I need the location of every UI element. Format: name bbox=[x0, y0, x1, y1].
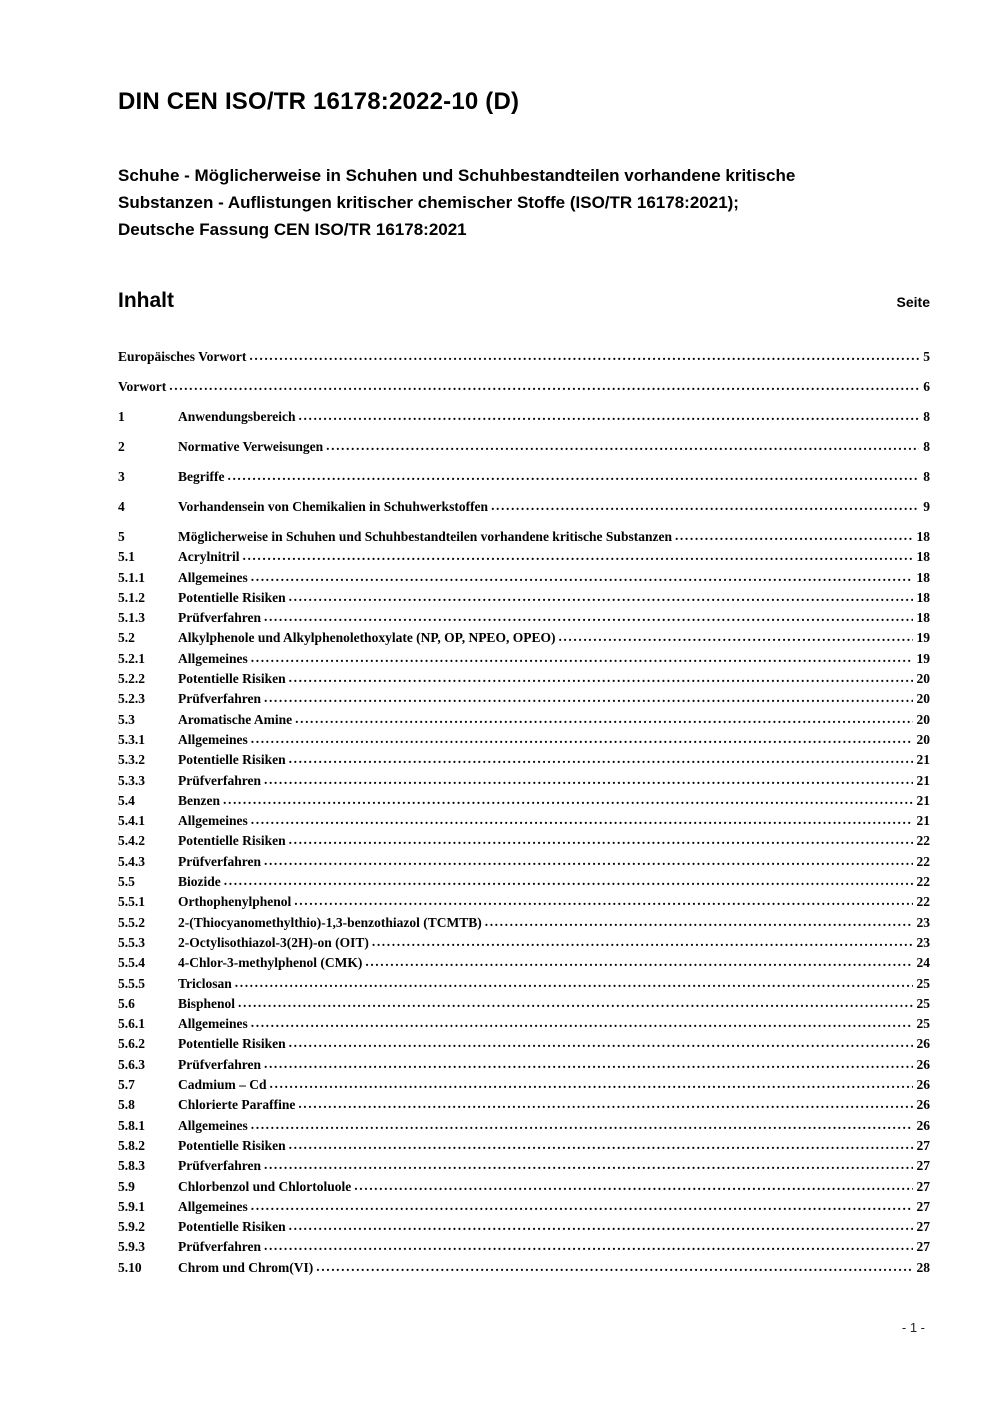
dot-leader bbox=[224, 871, 913, 890]
toc-entry-number: 2 bbox=[118, 439, 125, 454]
toc-entry-page: 26 bbox=[916, 1097, 930, 1113]
toc-entry bbox=[118, 628, 930, 647]
toc-entry-page: 20 bbox=[916, 711, 930, 727]
toc-entry-page: 27 bbox=[916, 1239, 930, 1255]
dot-leader bbox=[249, 346, 919, 365]
dot-leader bbox=[251, 1196, 913, 1215]
toc-entry-page: 19 bbox=[916, 650, 930, 666]
toc-entry-label: Potentielle Risiken bbox=[178, 589, 286, 605]
dot-leader bbox=[289, 587, 913, 606]
dot-leader bbox=[264, 688, 913, 707]
toc-entry-page: 27 bbox=[916, 1158, 930, 1174]
toc-entry-number: 3 bbox=[118, 469, 125, 484]
toc-entry bbox=[118, 347, 930, 366]
document-page bbox=[118, 0, 930, 1277]
toc-entry bbox=[118, 994, 930, 1013]
toc-entry-number: 5.1.2 bbox=[118, 589, 145, 605]
toc-entry-page: 27 bbox=[916, 1137, 930, 1153]
dot-leader bbox=[294, 891, 912, 910]
toc-entry-page: 20 bbox=[916, 691, 930, 707]
toc-entry bbox=[118, 1177, 930, 1196]
dot-leader bbox=[485, 912, 913, 931]
dot-leader bbox=[289, 830, 913, 849]
toc-entry bbox=[118, 467, 930, 486]
toc-entry bbox=[118, 730, 930, 749]
toc-entry-page: 26 bbox=[916, 1056, 930, 1072]
toc-entry-label: Vorhandensein von Chemikalien in Schuhwerkstoffen bbox=[178, 499, 489, 514]
toc-entry-page: 8 bbox=[923, 469, 930, 484]
toc-entry-label: 2-Octylisothiazol-3(2H)-on (OIT) bbox=[178, 934, 369, 950]
toc-entry-page: 24 bbox=[916, 955, 930, 971]
toc-entry bbox=[118, 811, 930, 830]
document-title: DIN CEN ISO/TR 16178:2022-10 (D) bbox=[118, 88, 520, 115]
toc-entry-label: Cadmium – Cd bbox=[178, 1077, 267, 1093]
toc-entry-page: 21 bbox=[916, 772, 930, 788]
dot-leader bbox=[264, 770, 913, 789]
toc-entry-number: 5 bbox=[118, 529, 125, 544]
toc-entry bbox=[118, 669, 930, 688]
toc-heading: Inhalt bbox=[118, 289, 174, 312]
toc-entry-label: Allgemeines bbox=[178, 813, 248, 829]
toc-entry-number: 5.4.1 bbox=[118, 813, 145, 829]
toc-entry-label: Alkylphenole und Alkylphenolethoxylate (NP, OP, NPEO, OPEO) bbox=[178, 630, 556, 646]
toc-entry-number: 5.9 bbox=[118, 1178, 135, 1194]
toc-entry-label: Potentielle Risiken bbox=[178, 833, 286, 849]
dot-leader bbox=[251, 1115, 913, 1134]
toc-entry-label: Prüfverfahren bbox=[178, 1239, 261, 1255]
toc-entry bbox=[118, 791, 930, 810]
toc-entry-label: Benzen bbox=[178, 792, 220, 808]
toc-entry bbox=[118, 710, 930, 729]
toc-entry-number: 5.4.3 bbox=[118, 853, 145, 869]
toc-entry-number: 5.10 bbox=[118, 1259, 142, 1275]
toc-entry-page: 26 bbox=[916, 1036, 930, 1052]
toc-entry-label: Normative Verweisungen bbox=[178, 439, 324, 454]
toc-entry-label: Anwendungsbereich bbox=[178, 409, 296, 424]
toc-entry-page: 26 bbox=[916, 1077, 930, 1093]
dot-leader bbox=[491, 496, 919, 515]
dot-leader bbox=[235, 973, 913, 992]
toc-entry-label: Allgemeines bbox=[178, 1198, 248, 1214]
toc-entry bbox=[118, 437, 930, 456]
toc-entry-label: Prüfverfahren bbox=[178, 1056, 261, 1072]
toc-entry-label: Orthophenylphenol bbox=[178, 894, 292, 910]
toc-entry bbox=[118, 872, 930, 891]
toc-entry-number: 5.5.2 bbox=[118, 914, 145, 930]
toc-entry-page: 28 bbox=[916, 1259, 930, 1275]
toc-entry bbox=[118, 527, 930, 546]
toc-entry-number: 5.5.3 bbox=[118, 934, 145, 950]
dot-leader bbox=[251, 567, 913, 586]
toc-entry-page: 18 bbox=[916, 589, 930, 605]
toc-entry-number: 5.5 bbox=[118, 874, 135, 890]
toc-entry-page: 21 bbox=[916, 752, 930, 768]
toc-entry bbox=[118, 831, 930, 850]
toc-entry-number: 5.8 bbox=[118, 1097, 135, 1113]
toc-entry-page: 5 bbox=[923, 349, 930, 364]
toc-entry-number: 5.9.3 bbox=[118, 1239, 145, 1255]
toc-entry bbox=[118, 689, 930, 708]
toc-entry-page: 27 bbox=[916, 1178, 930, 1194]
toc-page-column-label: Seite bbox=[896, 294, 930, 310]
dot-leader bbox=[326, 436, 919, 455]
dot-leader bbox=[264, 1155, 913, 1174]
toc-entry-page: 21 bbox=[916, 792, 930, 808]
toc-entry bbox=[118, 1034, 930, 1053]
toc-entry bbox=[118, 568, 930, 587]
toc-entry-label: Triclosan bbox=[178, 975, 232, 991]
dot-leader bbox=[264, 607, 913, 626]
toc-entry-page: 25 bbox=[916, 995, 930, 1011]
toc-entry-number: 5.2.1 bbox=[118, 650, 145, 666]
toc-entry bbox=[118, 407, 930, 426]
toc-entry-page: 22 bbox=[916, 894, 930, 910]
toc-entry-number: 5.4.2 bbox=[118, 833, 145, 849]
toc-entry-number: 5.3.2 bbox=[118, 752, 145, 768]
toc-entry-label: Allgemeines bbox=[178, 650, 248, 666]
dot-leader bbox=[298, 1094, 912, 1113]
toc-entry-page: 26 bbox=[916, 1117, 930, 1133]
dot-leader bbox=[223, 790, 913, 809]
page-number-footer: - 1 - bbox=[901, 1320, 925, 1335]
dot-leader bbox=[316, 1257, 912, 1276]
toc-entry-label: Chlorierte Paraffine bbox=[178, 1097, 296, 1113]
toc-entry bbox=[118, 1136, 930, 1155]
toc-entry-label: Prüfverfahren bbox=[178, 1158, 261, 1174]
toc-entry bbox=[118, 497, 930, 516]
toc-entry-page: 8 bbox=[923, 409, 930, 424]
dot-leader bbox=[289, 668, 913, 687]
toc-entry-page: 20 bbox=[916, 671, 930, 687]
dot-leader bbox=[289, 1135, 913, 1154]
toc-entry-label: Chlorbenzol und Chlortoluole bbox=[178, 1178, 352, 1194]
toc-entry-label: 4-Chlor-3-methylphenol (CMK) bbox=[178, 955, 363, 971]
toc-entry-number: 5.6.1 bbox=[118, 1016, 145, 1032]
toc-header bbox=[118, 289, 930, 313]
toc-entry bbox=[118, 1014, 930, 1033]
toc-entry-number: 5.6.2 bbox=[118, 1036, 145, 1052]
toc-entry-number: 5.4 bbox=[118, 792, 135, 808]
toc-entry-label: 2-(Thiocyanomethylthio)-1,3-benzothiazol (TCMTB) bbox=[178, 914, 482, 930]
toc-entry-number: 5.9.1 bbox=[118, 1198, 145, 1214]
toc-entry-page: 19 bbox=[916, 630, 930, 646]
toc-entry-page: 6 bbox=[923, 379, 930, 394]
toc-entry bbox=[118, 547, 930, 566]
toc-entry-page: 27 bbox=[916, 1198, 930, 1214]
toc-entry-label: Begriffe bbox=[178, 469, 225, 484]
toc-entry bbox=[118, 1116, 930, 1135]
toc-entry-number: 5.5.5 bbox=[118, 975, 145, 991]
toc-entry-number: 5.8.2 bbox=[118, 1137, 145, 1153]
dot-leader bbox=[264, 1236, 913, 1255]
toc-entry-number: 5.2 bbox=[118, 630, 135, 646]
toc-entry-label: Aromatische Amine bbox=[178, 711, 293, 727]
toc-entry bbox=[118, 1217, 930, 1236]
toc-entry-page: 21 bbox=[916, 813, 930, 829]
dot-leader bbox=[251, 1013, 913, 1032]
dot-leader bbox=[299, 406, 920, 425]
toc-list bbox=[118, 347, 930, 1277]
dot-leader bbox=[289, 1033, 913, 1052]
dot-leader bbox=[558, 627, 912, 646]
toc-entry-number: 5.3 bbox=[118, 711, 135, 727]
toc-entry-number: 5.2.3 bbox=[118, 691, 145, 707]
toc-entry-number: 1 bbox=[118, 409, 125, 424]
toc-entry bbox=[118, 933, 930, 952]
toc-entry bbox=[118, 852, 930, 871]
dot-leader bbox=[270, 1074, 913, 1093]
dot-leader bbox=[289, 749, 913, 768]
dot-leader bbox=[675, 526, 913, 545]
toc-entry bbox=[118, 953, 930, 972]
toc-entry bbox=[118, 1197, 930, 1216]
dot-leader bbox=[365, 952, 912, 971]
toc-entry bbox=[118, 974, 930, 993]
toc-entry-label: Allgemeines bbox=[178, 1016, 248, 1032]
toc-entry-label: Bisphenol bbox=[178, 995, 236, 1011]
toc-entry-page: 23 bbox=[916, 914, 930, 930]
toc-entry-label: Potentielle Risiken bbox=[178, 1036, 286, 1052]
dot-leader bbox=[264, 1054, 913, 1073]
dot-leader bbox=[227, 466, 919, 485]
toc-entry bbox=[118, 913, 930, 932]
toc-entry-number: 5.3.3 bbox=[118, 772, 145, 788]
toc-entry-label: Acrylnitril bbox=[178, 549, 240, 565]
toc-entry-label: Allgemeines bbox=[178, 569, 248, 585]
dot-leader bbox=[251, 729, 913, 748]
toc-entry-page: 22 bbox=[916, 874, 930, 890]
toc-entry-number: 5.2.2 bbox=[118, 671, 145, 687]
toc-entry-label: Prüfverfahren bbox=[178, 772, 261, 788]
toc-entry-number: 5.1.3 bbox=[118, 610, 145, 626]
toc-entry bbox=[118, 892, 930, 911]
toc-entry-page: 18 bbox=[916, 529, 930, 544]
toc-entry-page: 20 bbox=[916, 731, 930, 747]
toc-entry-number: 5.6 bbox=[118, 995, 135, 1011]
toc-entry-label: Potentielle Risiken bbox=[178, 1219, 286, 1235]
toc-entry-label: Biozide bbox=[178, 874, 221, 890]
toc-entry bbox=[118, 1237, 930, 1256]
toc-entry bbox=[118, 771, 930, 790]
toc-entry-page: 18 bbox=[916, 569, 930, 585]
toc-entry-number: 5.1 bbox=[118, 549, 135, 565]
toc-entry bbox=[118, 1258, 930, 1277]
toc-entry-page: 9 bbox=[923, 499, 930, 514]
toc-entry bbox=[118, 1055, 930, 1074]
toc-entry-page: 18 bbox=[916, 610, 930, 626]
toc-entry-number: 5.5.1 bbox=[118, 894, 145, 910]
toc-entry bbox=[118, 750, 930, 769]
toc-entry-page: 23 bbox=[916, 934, 930, 950]
toc-entry bbox=[118, 649, 930, 668]
toc-entry-label: Potentielle Risiken bbox=[178, 671, 286, 687]
toc-entry-number: 5.6.3 bbox=[118, 1056, 145, 1072]
toc-entry-label: Potentielle Risiken bbox=[178, 752, 286, 768]
toc-entry-number: 5.5.4 bbox=[118, 955, 145, 971]
toc-entry-label: Potentielle Risiken bbox=[178, 1137, 286, 1153]
toc-entry-page: 25 bbox=[916, 975, 930, 991]
toc-entry-label: Prüfverfahren bbox=[178, 853, 261, 869]
toc-entry-page: 25 bbox=[916, 1016, 930, 1032]
toc-entry bbox=[118, 1095, 930, 1114]
toc-entry bbox=[118, 1075, 930, 1094]
toc-entry-number: 5.8.1 bbox=[118, 1117, 145, 1133]
toc-entry-label: Prüfverfahren bbox=[178, 610, 261, 626]
toc-entry bbox=[118, 608, 930, 627]
toc-entry-label: Vorwort bbox=[118, 379, 167, 394]
toc-entry bbox=[118, 377, 930, 396]
dot-leader bbox=[242, 546, 912, 565]
dot-leader bbox=[169, 376, 919, 395]
dot-leader bbox=[238, 993, 912, 1012]
toc-entry-number: 5.7 bbox=[118, 1077, 135, 1093]
toc-entry bbox=[118, 588, 930, 607]
subtitle-line-3: Deutsche Fassung CEN ISO/TR 16178:2021 bbox=[118, 220, 467, 239]
toc-entry-page: 18 bbox=[916, 549, 930, 565]
toc-entry-number: 4 bbox=[118, 499, 125, 514]
toc-entry bbox=[118, 1156, 930, 1175]
toc-entry-label: Europäisches Vorwort bbox=[118, 349, 247, 364]
dot-leader bbox=[251, 810, 913, 829]
document-subtitle bbox=[118, 162, 930, 243]
toc-entry-number: 5.3.1 bbox=[118, 731, 145, 747]
dot-leader bbox=[289, 1216, 913, 1235]
toc-entry-number: 5.9.2 bbox=[118, 1219, 145, 1235]
toc-entry-number: 5.1.1 bbox=[118, 569, 145, 585]
dot-leader bbox=[295, 709, 912, 728]
toc-entry-page: 22 bbox=[916, 833, 930, 849]
toc-entry-number: 5.8.3 bbox=[118, 1158, 145, 1174]
toc-entry-label: Möglicherweise in Schuhen und Schuhbestandteilen vorhandene kritische Substanzen bbox=[178, 529, 672, 544]
dot-leader bbox=[264, 851, 913, 870]
toc-entry-label: Allgemeines bbox=[178, 1117, 248, 1133]
toc-entry-label: Chrom und Chrom(VI) bbox=[178, 1259, 314, 1275]
toc-entry-label: Prüfverfahren bbox=[178, 691, 261, 707]
dot-leader bbox=[354, 1176, 912, 1195]
dot-leader bbox=[251, 648, 913, 667]
subtitle-line-2: Substanzen - Auflistungen kritischer chemischer Stoffe (ISO/TR 16178:2021); bbox=[118, 193, 739, 212]
toc-entry-page: 22 bbox=[916, 853, 930, 869]
toc-entry-label: Allgemeines bbox=[178, 731, 248, 747]
subtitle-line-1: Schuhe - Möglicherweise in Schuhen und Schuhbestandteilen vorhandene kritische bbox=[118, 166, 796, 185]
toc-entry-page: 8 bbox=[923, 439, 930, 454]
dot-leader bbox=[372, 932, 913, 951]
toc-entry-page: 27 bbox=[916, 1219, 930, 1235]
